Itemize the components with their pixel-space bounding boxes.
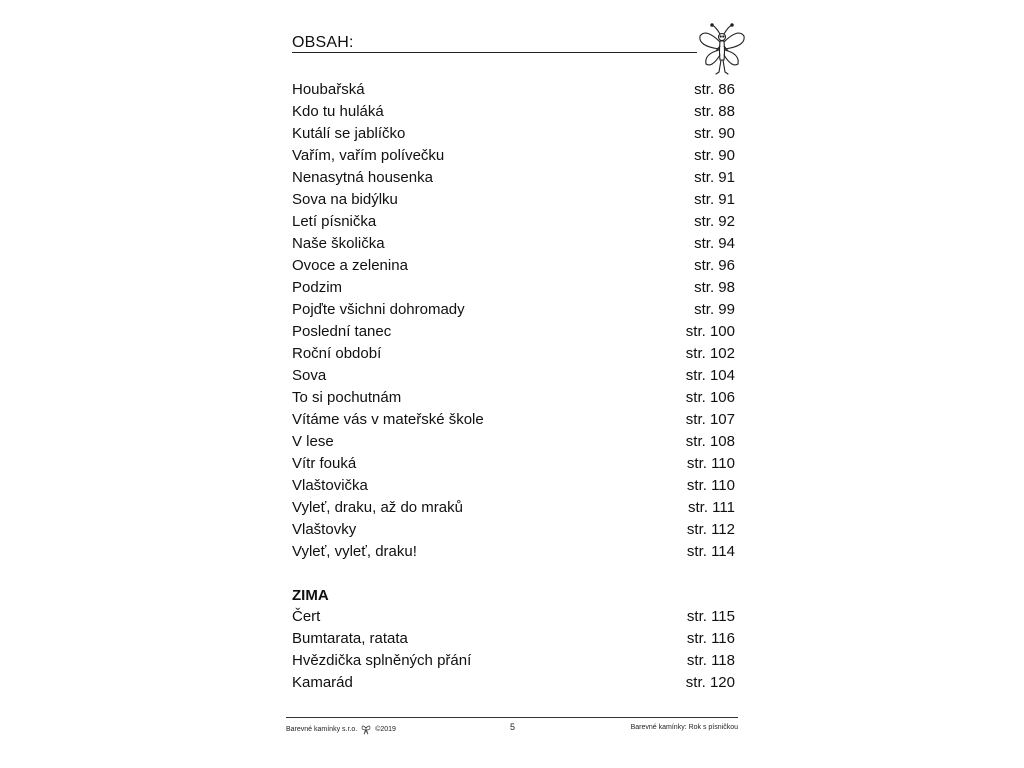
toc-entry-page: str. 91 xyxy=(694,191,735,208)
toc-entry-title: Nenasytná housenka xyxy=(292,169,433,186)
publisher-name: Barevné kamínky s.r.o. xyxy=(286,726,358,733)
toc-entry-page: str. 99 xyxy=(694,301,735,318)
toc-row xyxy=(292,365,735,387)
toc-row xyxy=(292,628,735,650)
toc-entry-page: str. 102 xyxy=(685,345,735,362)
toc-entry-title: Ovoce a zelenina xyxy=(292,257,408,274)
toc-entry-title: Pojďte všichni dohromady xyxy=(292,301,465,318)
toc-row xyxy=(292,233,735,255)
toc-entry-title: Čert xyxy=(292,608,321,625)
toc-entry-title: Naše školička xyxy=(292,235,385,252)
toc-entry-title: Vítr fouká xyxy=(292,455,357,472)
toc-row xyxy=(292,167,735,189)
toc-entry-title: Vítáme vás v mateřské škole xyxy=(292,411,484,428)
toc-entry-title: Hvězdička splněných přání xyxy=(292,652,472,669)
toc-row xyxy=(292,189,735,211)
butterfly-icon xyxy=(696,22,748,78)
toc-row xyxy=(292,672,735,694)
toc-autumn-list xyxy=(292,79,735,563)
toc-row xyxy=(292,299,735,321)
toc-row xyxy=(292,255,735,277)
toc-row xyxy=(292,409,735,431)
toc-entry-page: str. 104 xyxy=(685,367,735,384)
header-rule xyxy=(292,52,697,53)
toc-entry-title: V lese xyxy=(292,433,334,450)
toc-row xyxy=(292,211,735,233)
toc-entry-page: str. 98 xyxy=(694,279,735,296)
toc-entry-title: Vařím, vařím polívečku xyxy=(292,147,445,164)
toc-entry-page: str. 114 xyxy=(686,543,735,560)
toc-entry-title: Vyleť, draku, až do mraků xyxy=(292,499,463,516)
toc-entry-title: Vyleť, vyleť, draku! xyxy=(292,543,417,560)
toc-row xyxy=(292,650,735,672)
toc-entry-page: str. 118 xyxy=(686,652,735,669)
toc-entry-title: Bumtarata, ratata xyxy=(292,630,408,647)
toc-entry-title: Sova na bidýlku xyxy=(292,191,398,208)
toc-entry-page: str. 116 xyxy=(686,630,735,647)
toc-entry-page: str. 106 xyxy=(685,389,735,406)
toc-entry-page: str. 91 xyxy=(694,169,735,186)
toc-entry-page: str. 90 xyxy=(694,125,735,142)
page-number: 5 xyxy=(510,722,516,732)
toc-entry-page: str. 100 xyxy=(685,323,735,340)
toc-row xyxy=(292,541,735,563)
page-title: OBSAH: xyxy=(292,34,354,51)
toc-row xyxy=(292,431,735,453)
toc-entry-title: Poslední tanec xyxy=(292,323,392,340)
toc-entry-title: Kamarád xyxy=(292,674,353,691)
toc-entry-title: Kdo tu huláká xyxy=(292,103,384,120)
toc-row xyxy=(292,79,735,101)
footer xyxy=(286,722,738,738)
toc-entry-title: To si pochutnám xyxy=(292,389,402,406)
toc-row xyxy=(292,475,735,497)
toc-entry-page: str. 110 xyxy=(686,477,735,494)
header xyxy=(292,22,754,82)
toc-entry-page: str. 111 xyxy=(688,499,735,516)
toc-entry-title: Roční období xyxy=(292,345,382,362)
toc-entry-title: Letí písnička xyxy=(292,213,377,230)
toc-entry-page: str. 107 xyxy=(685,411,735,428)
toc-row xyxy=(292,606,735,628)
toc-entry-page: str. 112 xyxy=(686,521,735,538)
toc-row xyxy=(292,497,735,519)
toc-row xyxy=(292,519,735,541)
toc-row xyxy=(292,101,735,123)
toc-entry-title: Sova xyxy=(292,367,327,384)
toc-entry-title: Podzim xyxy=(292,279,343,296)
toc-entry-title: Vlaštovička xyxy=(292,477,368,494)
toc-entry-page: str. 115 xyxy=(686,608,735,625)
toc-row xyxy=(292,145,735,167)
toc-entry-page: str. 92 xyxy=(694,213,735,230)
toc-entry-page: str. 108 xyxy=(685,433,735,450)
toc-entry-page: str. 110 xyxy=(686,455,735,472)
butterfly-logo-icon xyxy=(361,724,371,735)
toc-row xyxy=(292,453,735,475)
toc-row xyxy=(292,343,735,365)
toc-row xyxy=(292,277,735,299)
toc-winter-list xyxy=(292,606,735,694)
toc-entry-title: Kutálí se jablíčko xyxy=(292,125,406,142)
toc-row xyxy=(292,387,735,409)
footer-rule xyxy=(286,717,738,718)
toc-entry-title: Houbařská xyxy=(292,81,365,98)
toc-entry-page: str. 94 xyxy=(694,235,735,252)
toc-row xyxy=(292,321,735,343)
toc-entry-page: str. 86 xyxy=(694,81,735,98)
book-title: Barevné kamínky: Rok s písničkou xyxy=(630,724,738,731)
toc-row xyxy=(292,123,735,145)
toc-entry-page: str. 120 xyxy=(685,674,735,691)
footer-publisher xyxy=(286,724,396,735)
toc-entry-page: str. 88 xyxy=(694,103,735,120)
copyright: ©2019 xyxy=(375,726,396,733)
toc-entry-page: str. 90 xyxy=(694,147,735,164)
toc-entry-title: Vlaštovky xyxy=(292,521,357,538)
toc-entry-page: str. 96 xyxy=(694,257,735,274)
section-heading-winter: ZIMA xyxy=(292,587,329,604)
